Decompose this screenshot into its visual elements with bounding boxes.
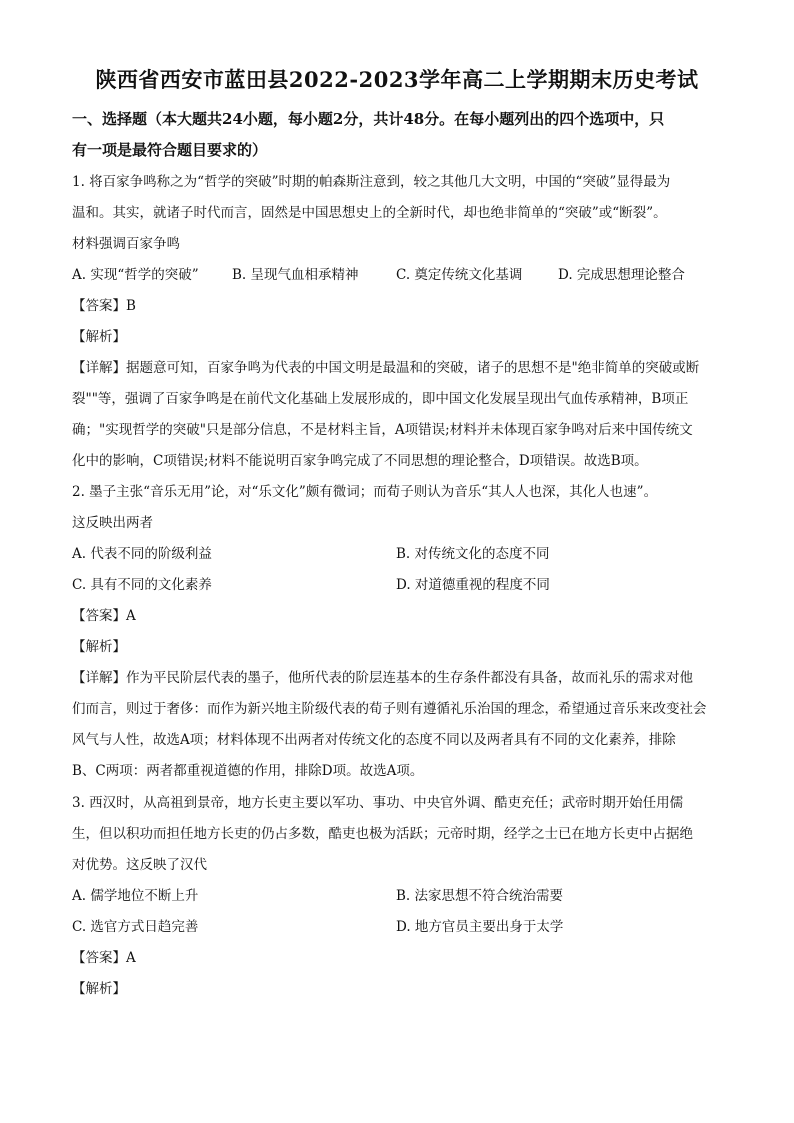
- question-3-analysis-label: 【解析】: [72, 981, 126, 997]
- question-3-stem-line-2: 生，但以积功而担任地方长吏的仍占多数，酷吏也极为活跃；元帝时期，经学之士已在地方长吏中占据绝: [72, 826, 693, 842]
- question-1-answer: 【答案】B: [72, 298, 136, 314]
- question-2-detail-line-3: 风气与人性，故选A项；材料体现不出两者对传统文化的态度不同以及两者具有不同的文化素养，排除: [72, 732, 676, 748]
- question-1-option-c: C. 奠定传统文化基调: [396, 267, 523, 283]
- question-1-stem-line-2: 温和。其实，就诸子时代而言，固然是中国思想史上的全新时代，却也绝非简单的“突破”或“断裂”。: [72, 205, 667, 221]
- question-1-option-d: D. 完成思想理论整合: [558, 267, 685, 283]
- question-3-option-b: B. 法家思想不符合统治需要: [396, 888, 564, 904]
- question-2-stem-line-1: 2. 墨子主张“音乐无用”论，对“乐文化”颇有微词；而荀子则认为音乐“其人人也深，其化人也速”。: [72, 484, 658, 500]
- question-2-answer: 【答案】A: [72, 608, 136, 624]
- question-2-option-c: C. 具有不同的文化素养: [72, 577, 212, 593]
- question-3-option-a: A. 儒学地位不断上升: [72, 888, 199, 904]
- section-heading-line-2: 有一项是最符合题目要求的）: [72, 141, 268, 159]
- question-3-answer: 【答案】A: [72, 950, 136, 966]
- question-3-option-c: C. 选官方式日趋完善: [72, 919, 199, 935]
- question-2-option-b: B. 对传统文化的态度不同: [396, 546, 550, 562]
- question-1-detail-line-1: 【详解】据题意可知，百家争鸣为代表的中国文明是最温和的突破，诸子的思想不是"绝非简单的突破或断: [72, 360, 700, 376]
- question-1-option-a: A. 实现“哲学的突破”: [72, 267, 199, 283]
- question-3-option-d: D. 地方官员主要出身于太学: [396, 919, 564, 935]
- section-heading-line-1: 一、选择题（本大题共24小题，每小题2分，共计48分。在每小题列出的四个选项中，只: [72, 110, 665, 128]
- page-title: 陕西省西安市蓝田县2022-2023学年高二上学期期末历史考试: [95, 67, 699, 92]
- question-2-option-d: D. 对道德重视的程度不同: [396, 577, 550, 593]
- question-2-option-a: A. 代表不同的阶级利益: [72, 546, 212, 562]
- question-2-detail-line-2: 们而言，则过于奢侈：而作为新兴地主阶级代表的荀子则有遵循礼乐治国的理念，希望通过音乐来改变社会: [72, 701, 707, 717]
- question-1-option-b: B. 呈现气血相承精神: [232, 267, 359, 283]
- question-1-stem-line-3: 材料强调百家争鸣: [72, 236, 180, 252]
- question-1-detail-line-2: 裂""等，强调了百家争鸣是在前代文化基础上发展形成的，即中国文化发展呈现出气血传承精神，B项正: [72, 391, 689, 407]
- question-1-detail-line-3: 确；"实现哲学的突破"只是部分信息，不是材料主旨，A项错误;材料并未体现百家争鸣对后来中国传统文: [72, 422, 693, 438]
- question-3-stem-line-3: 对优势。这反映了汉代: [72, 857, 207, 873]
- question-1-detail-line-4: 化中的影响，C项错误;材料不能说明百家争鸣完成了不同思想的理论整合，D项错误。故选B项。: [72, 453, 648, 469]
- question-3-stem-line-1: 3. 西汉时，从高祖到景帝，地方长吏主要以军功、事功、中央官外调、酷吏充任；武帝时期开始任用儒: [72, 795, 684, 811]
- question-2-stem-line-2: 这反映出两者: [72, 515, 153, 531]
- question-2-detail-line-1: 【详解】作为平民阶层代表的墨子，他所代表的阶层连基本的生存条件都没有具备，故而礼乐的需求对他: [72, 670, 693, 686]
- question-1-analysis-label: 【解析】: [72, 329, 126, 345]
- question-2-detail-line-4: B、C两项：两者都重视道德的作用，排除D项。故选A项。: [72, 763, 424, 779]
- question-2-analysis-label: 【解析】: [72, 639, 126, 655]
- question-1-stem-line-1: 1. 将百家争鸣称之为“哲学的突破”时期的帕森斯注意到，较之其他几大文明，中国的“突破”显得最为: [72, 174, 671, 190]
